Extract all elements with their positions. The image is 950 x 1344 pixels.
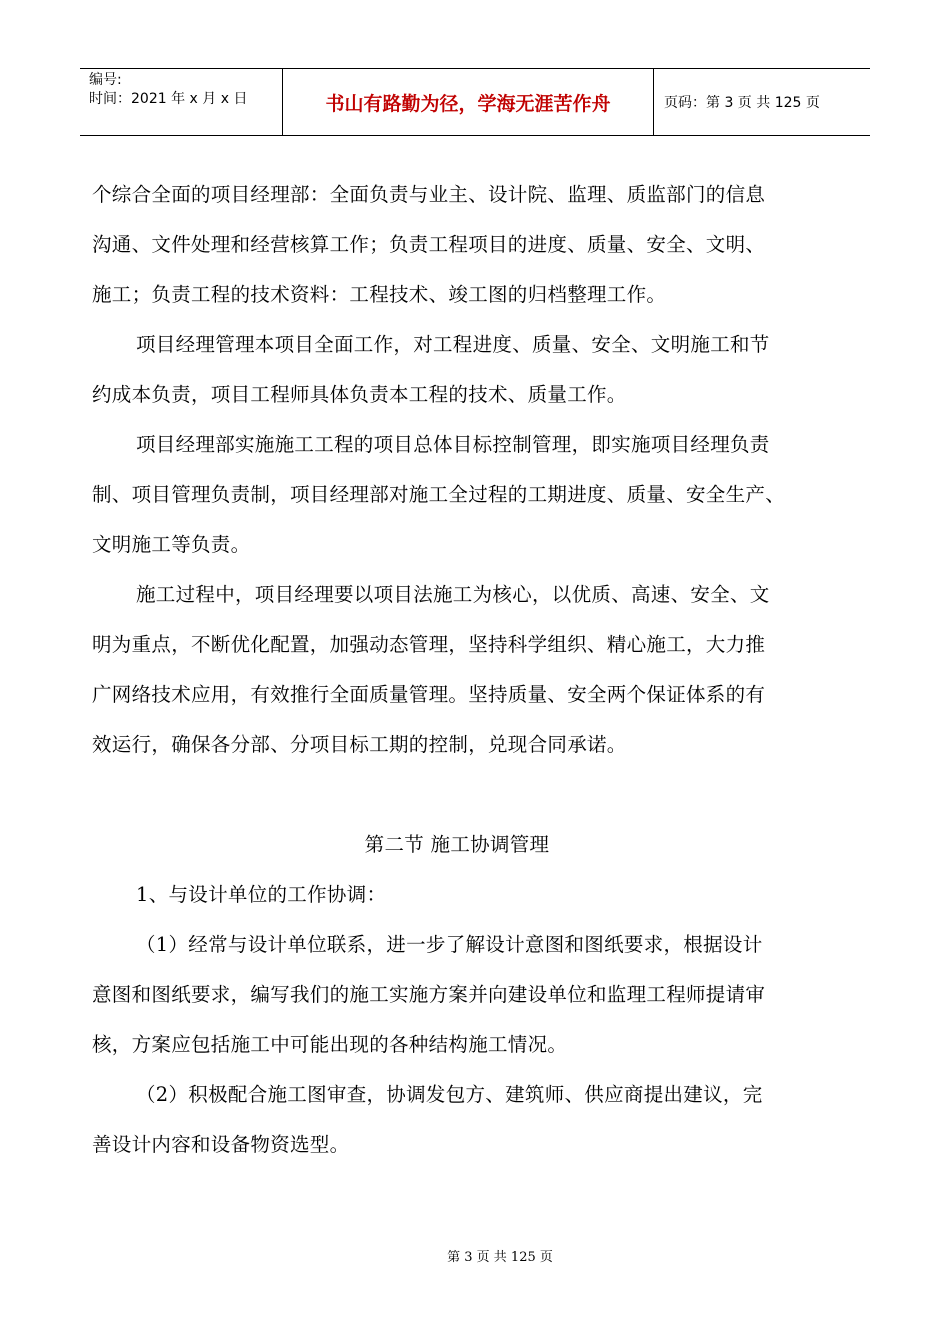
page-footer: [0, 1246, 950, 1265]
header-motto: [283, 69, 654, 135]
footer-page-number: 第 3 页 共 125 页: [447, 1250, 553, 1265]
paragraph-start: 项目经理部实施施工工程的项目总体目标控制管理，即实施项目经理负责: [136, 433, 770, 456]
body-line: 施工；负责工程的技术资料：工程技术、竣工图的归档整理工作。: [92, 283, 667, 306]
body-line: 广网络技术应用，有效推行全面质量管理。坚持质量、安全两个保证体系的有: [92, 683, 766, 706]
subsection-heading: 1、与设计单位的工作协调：: [136, 883, 387, 906]
paragraph-start: 施工过程中，项目经理要以项目法施工为核心，以优质、高速、安全、文: [136, 583, 770, 606]
body-line: 意图和图纸要求，编写我们的施工实施方案并向建设单位和监理工程师提请审: [92, 983, 766, 1006]
header-meta: [80, 69, 283, 135]
body-line: 明为重点，不断优化配置，加强动态管理，坚持科学组织、精心施工，大力推: [92, 633, 766, 656]
motto-text: 书山有路勤为径，学海无涯苦作舟: [325, 92, 611, 115]
number-label: 编号:: [89, 72, 122, 88]
header-page-info: [654, 69, 870, 135]
body-line: 善设计内容和设备物资选型。: [92, 1133, 350, 1156]
body-line: 核，方案应包括施工中可能出现的各种结构施工情况。: [92, 1033, 568, 1056]
page-header: [80, 68, 870, 136]
time-label: 时间：2021 年 x 月 x 日: [89, 91, 248, 107]
body-line: 约成本负责，项目工程师具体负责本工程的技术、质量工作。: [92, 383, 627, 406]
document-body: [92, 170, 862, 1170]
body-line: 文明施工等负责。: [92, 533, 251, 556]
section-heading: 第二节 施工协调管理: [364, 833, 550, 856]
paragraph-start: 项目经理管理本项目全面工作，对工程进度、质量、安全、文明施工和节: [136, 333, 770, 356]
body-line: 沟通、文件处理和经营核算工作；负责工程项目的进度、质量、安全、文明、: [92, 233, 766, 256]
body-line: 制、项目管理负责制，项目经理部对施工全过程的工期进度、质量、安全生产、: [92, 483, 786, 506]
paragraph-start: （2）积极配合施工图审查，协调发包方、建筑师、供应商提出建议，完: [136, 1083, 763, 1106]
body-line: 个综合全面的项目经理部：全面负责与业主、设计院、监理、质监部门的信息: [92, 183, 766, 206]
body-line: 效运行，确保各分部、分项目标工期的控制，兑现合同承诺。: [92, 733, 627, 756]
paragraph-start: （1）经常与设计单位联系，进一步了解设计意图和图纸要求，根据设计: [136, 933, 763, 956]
section-gap: [92, 770, 862, 820]
page-info-text: 页码：第 3 页 共 125 页: [664, 95, 820, 111]
